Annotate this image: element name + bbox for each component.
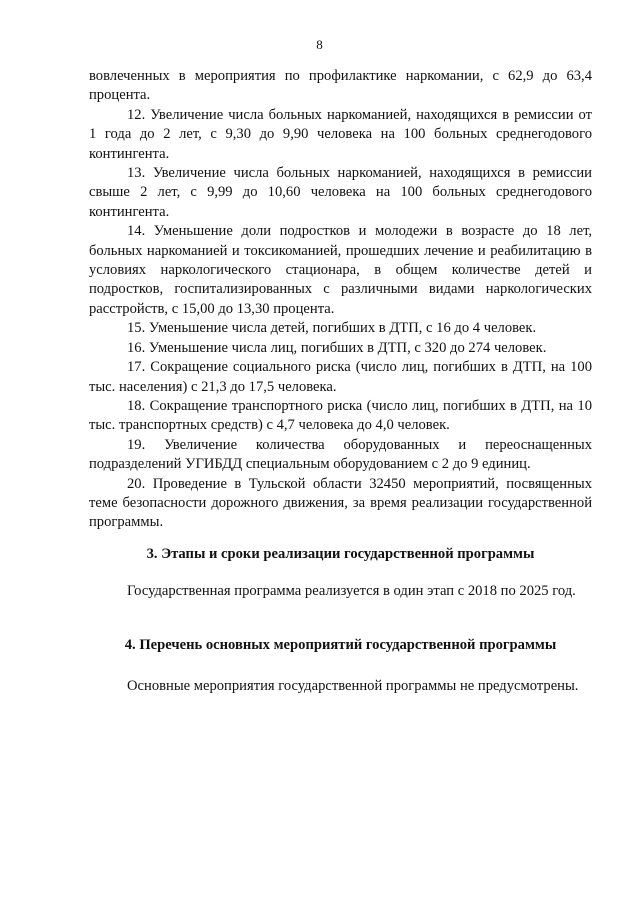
section-3-text: Государственная программа реализуется в один этап с 2018 по 2025 год. xyxy=(127,583,576,599)
paragraph-item-19: 19. Увеличение количества оборудованных и переоснащенных подразделений УГИБДД специальным оборудованием с 2 до 9 единиц. xyxy=(89,436,592,473)
paragraph-item-18: 18. Сокращение транспортного риска (число лиц, погибших в ДТП, на 10 тыс. транспортных средств) с 4,7 человека до 4,0 человек. xyxy=(89,397,592,434)
paragraph-item-20: 20. Проведение в Тульской области 32450 мероприятий, посвященных теме безопасности дорожного движения, за время реализации государственной программы. xyxy=(89,475,592,531)
section-4-text: Основные мероприятия государственной программы не предусмотрены. xyxy=(127,678,579,694)
page-number: 8 xyxy=(316,37,323,52)
paragraph-item-15: 15. Уменьшение числа детей, погибших в ДТП, с 16 до 4 человек. xyxy=(127,320,537,337)
section-3-title: 3. Этапы и сроки реализации государственной программы xyxy=(146,546,535,562)
paragraph-item-14: 14. Уменьшение доли подростков и молодежи в возрасте до 18 лет, больных наркоманией и токсикоманией, прошедших лечение и реабилитацию в условиях наркологического стационара, в общем количестве детей и подростков, госпитализированных с различными видами наркологических расстройств, с 15,00 до 13,30 процента. xyxy=(89,223,592,317)
paragraph-item-17: 17. Сокращение социального риска (число лиц, погибших в ДТП, на 100 тыс. населения) с 21,3 до 17,5 человека. xyxy=(89,359,592,395)
paragraph-continuation: вовлеченных в мероприятия по профилактике наркомании, с 62,9 до 63,4 процента. xyxy=(89,68,592,104)
goals-list xyxy=(89,67,592,533)
paragraph-item-13: 13. Увеличение числа больных наркоманией, находящихся в ремиссии свыше 2 лет, с 9,99 до 10,60 человека на 100 больных среднегодового контингента. xyxy=(89,165,592,220)
paragraph-item-12: 12. Увеличение числа больных наркоманией, находящихся в ремиссии от 1 года до 2 лет, с 9,30 до 9,90 человека на 100 больных среднегодового контингента. xyxy=(89,106,592,162)
paragraph-item-16: 16. Уменьшение числа лиц, погибших в ДТП, с 320 до 274 человек. xyxy=(127,339,547,356)
section-4-title: 4. Перечень основных мероприятий государственной программы xyxy=(124,637,557,653)
